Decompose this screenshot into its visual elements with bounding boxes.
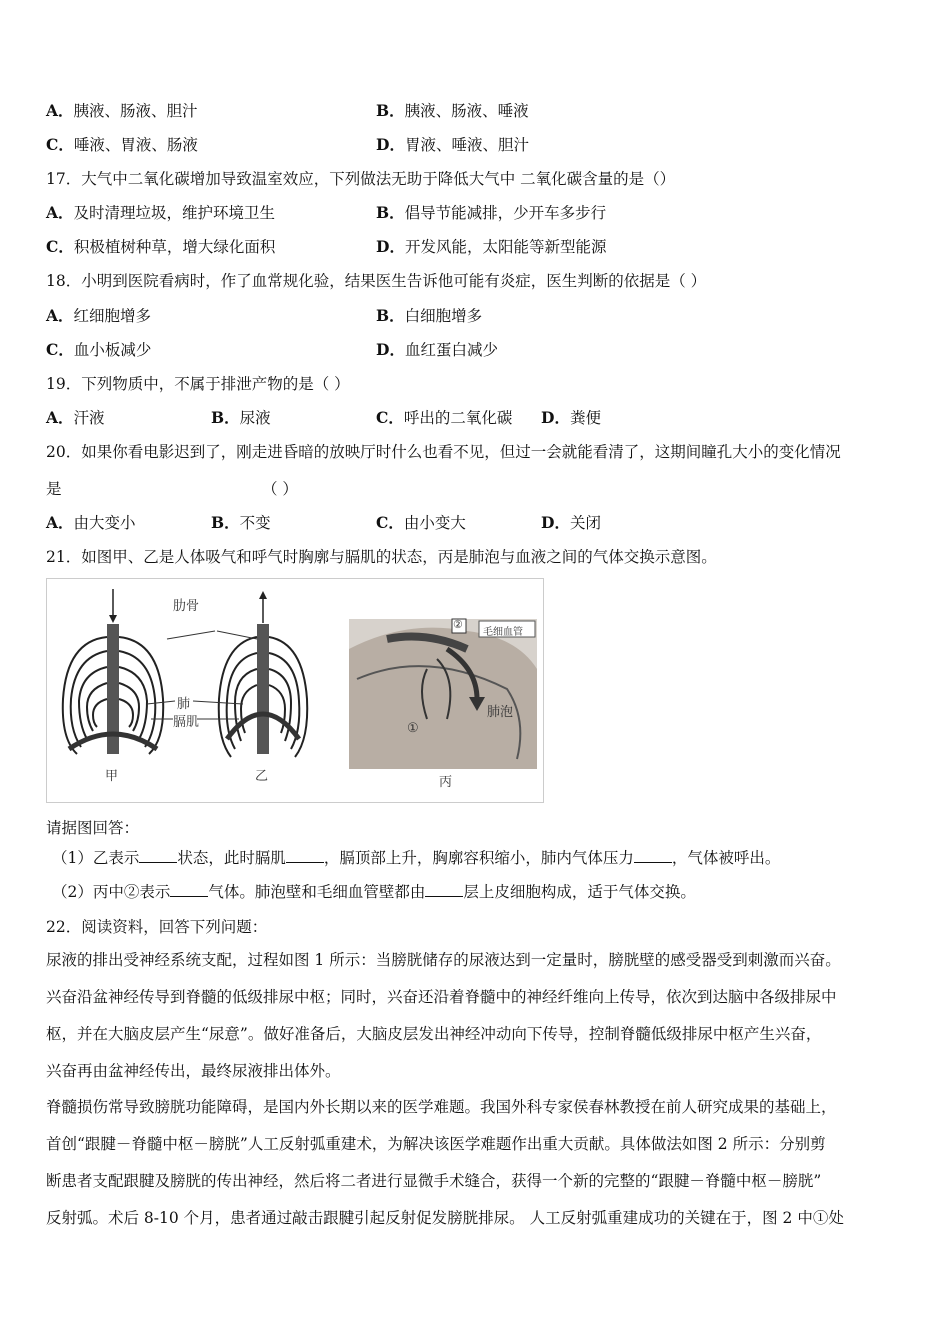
breathing-diagram bbox=[47, 579, 543, 802]
option-letter: C． bbox=[376, 408, 404, 427]
option-letter: A． bbox=[46, 513, 74, 532]
option-text: 关闭 bbox=[569, 514, 601, 532]
q21-sub2 bbox=[52, 882, 696, 902]
option-text: 胃液、唾液、胆汁 bbox=[404, 136, 529, 154]
option-letter: B． bbox=[376, 306, 405, 325]
option-text: 由小变大 bbox=[403, 514, 466, 532]
q18-option-d bbox=[376, 340, 498, 360]
q20-option-a bbox=[46, 513, 136, 533]
option-text: 白细胞增多 bbox=[404, 307, 483, 325]
q17-option-a bbox=[46, 203, 275, 223]
option-letter: A． bbox=[46, 306, 74, 325]
option-letter: D． bbox=[376, 237, 405, 256]
option-letter: C． bbox=[376, 513, 404, 532]
q22-p2-line: 首创“跟腱－脊髓中枢－膀胱”人工反射弧重建术，为解决该医学难题作出重大贡献。具体做法如图 2 所示：分别剪 bbox=[46, 1135, 826, 1153]
q19-option-c bbox=[376, 408, 512, 428]
q22-p2-line: 断患者支配跟腱及膀胱的传出神经，然后将二者进行显微手术缝合，获得一个新的完整的“跟腱－脊髓中枢－膀胱” bbox=[46, 1172, 822, 1190]
option-letter: A． bbox=[46, 101, 74, 120]
q19-stem: 19．下列物质中，不属于排泄产物的是（ ） bbox=[46, 375, 350, 393]
q18-stem: 18．小明到医院看病时，作了血常规化验，结果医生告诉他可能有炎症，医生判断的依据是（ ） bbox=[46, 272, 707, 290]
option-letter: A． bbox=[46, 408, 74, 427]
q17-option-b bbox=[376, 203, 606, 223]
q16-option-b bbox=[376, 101, 529, 121]
answer-blank[interactable] bbox=[170, 882, 208, 897]
q21-sub1 bbox=[52, 848, 780, 868]
q21-sub1-part: ，气体被呼出。 bbox=[671, 849, 781, 867]
option-text: 血小板减少 bbox=[73, 341, 152, 359]
option-text: 呼出的二氧化碳 bbox=[403, 409, 513, 427]
q20-stem: 20．如果你看电影迟到了，刚走进昏暗的放映厅时什么也看不见，但过一会就能看清了，这期间瞳孔大小的变化情况 bbox=[46, 443, 841, 461]
q18-option-a bbox=[46, 306, 151, 326]
option-text: 红细胞增多 bbox=[73, 307, 152, 325]
q20-option-d bbox=[541, 513, 601, 533]
label-capillary: 毛细血管 bbox=[483, 627, 523, 638]
q22-p1-line: 尿液的排出受神经系统支配，过程如图 1 所示：当膀胱储存的尿液达到一定量时，膀胱壁的感受器受到刺激而兴奋。 bbox=[46, 951, 841, 969]
q22-p1-line: 兴奋再由盆神经传出，最终尿液排出体外。 bbox=[46, 1062, 341, 1080]
q21-sub1-part: （1）乙表示 bbox=[52, 849, 140, 867]
q22-p1-line: 枢，并在大脑皮层产生“尿意”。做好准备后，大脑皮层发出神经冲动向下传导，控制脊髓低级排尿中枢产生兴奋， bbox=[46, 1025, 822, 1043]
label-lung: 肺 bbox=[177, 697, 191, 712]
option-text: 不变 bbox=[239, 514, 271, 532]
option-text: 倡导节能减排，少开车多步行 bbox=[404, 204, 607, 222]
answer-blank[interactable] bbox=[286, 848, 324, 863]
label-bing: 丙 bbox=[439, 775, 453, 790]
breathing-figure bbox=[46, 578, 544, 803]
option-letter: B． bbox=[211, 513, 240, 532]
option-letter: B． bbox=[376, 203, 405, 222]
option-letter: B． bbox=[376, 101, 405, 120]
option-text: 唾液、胃液、肠液 bbox=[73, 136, 198, 154]
label-diaphragm: 膈肌 bbox=[173, 715, 200, 730]
option-text: 及时清理垃圾，维护环境卫生 bbox=[73, 204, 276, 222]
q18-option-b bbox=[376, 306, 482, 326]
q18-option-c bbox=[46, 340, 151, 360]
q20-option-c bbox=[376, 513, 466, 533]
q21-sub1-part: ，膈顶部上升，胸廓容积缩小，肺内气体压力 bbox=[323, 849, 634, 867]
label-rib: 肋骨 bbox=[173, 599, 200, 614]
q21-stem: 21．如图甲、乙是人体吸气和呼气时胸廓与膈肌的状态，丙是肺泡与血液之间的气体交换示意图。 bbox=[46, 548, 717, 566]
option-text: 积极植树种草，增大绿化面积 bbox=[73, 238, 276, 256]
option-text: 胰液、肠液、唾液 bbox=[404, 102, 529, 120]
option-text: 尿液 bbox=[239, 409, 271, 427]
option-text: 胰液、肠液、胆汁 bbox=[73, 102, 198, 120]
option-letter: C． bbox=[46, 135, 74, 154]
q20-stem-cont bbox=[46, 479, 298, 499]
q17-stem: 17．大气中二氧化碳增加导致温室效应，下列做法无助于降低大气中 二氧化碳含量的是（） bbox=[46, 170, 676, 188]
option-letter: B． bbox=[211, 408, 240, 427]
q19-option-b bbox=[211, 408, 271, 428]
q22-stem: 22．阅读资料，回答下列问题： bbox=[46, 918, 268, 936]
q16-option-c bbox=[46, 135, 198, 155]
option-text: 开发风能，太阳能等新型能源 bbox=[404, 238, 607, 256]
q22-p2-line: 反射弧。术后 8-10 个月，患者通过敲击跟腱引起反射促发膀胱排尿。 人工反射弧重建成功的关键在于，图 2 中①处 bbox=[46, 1209, 844, 1227]
q21-sub1-part: 状态，此时膈肌 bbox=[177, 849, 286, 867]
label-alveolus: 肺泡 bbox=[487, 705, 514, 720]
q21-sub2-part: （2）丙中②表示 bbox=[52, 883, 171, 901]
q22-p1-line: 兴奋沿盆神经传导到脊髓的低级排尿中枢；同时，兴奋还沿着脊髓中的神经纤维向上传导，依次到达脑中各级排尿中 bbox=[46, 988, 837, 1006]
q19-option-d bbox=[541, 408, 601, 428]
q20-option-b bbox=[211, 513, 271, 533]
label-yi: 乙 bbox=[255, 769, 269, 784]
option-letter: C． bbox=[46, 237, 74, 256]
option-letter: D． bbox=[376, 135, 405, 154]
label-mark-2: ② bbox=[453, 618, 463, 631]
option-text: 由大变小 bbox=[73, 514, 136, 532]
q21-sub2-part: 气体。肺泡壁和毛细血管壁都由 bbox=[208, 883, 426, 901]
option-text: 血红蛋白减少 bbox=[404, 341, 498, 359]
ribcage-yi bbox=[219, 591, 308, 757]
option-letter: D． bbox=[541, 408, 570, 427]
option-text: 汗液 bbox=[73, 409, 105, 427]
alveolus-diagram bbox=[349, 619, 537, 769]
label-jia: 甲 bbox=[105, 769, 119, 784]
q22-p2-line: 脊髓损伤常导致膀胱功能障碍，是国内外长期以来的医学难题。我国外科专家侯春林教授在前人研究成果的基础上， bbox=[46, 1098, 837, 1116]
q16-option-a bbox=[46, 101, 198, 121]
q16-option-d bbox=[376, 135, 529, 155]
answer-blank[interactable] bbox=[425, 882, 463, 897]
answer-blank[interactable] bbox=[139, 848, 177, 863]
option-text: 粪便 bbox=[569, 409, 601, 427]
option-letter: A． bbox=[46, 203, 74, 222]
q20-answer-paren: （ ） bbox=[262, 480, 298, 498]
option-letter: D． bbox=[541, 513, 570, 532]
q20-stem-tail: 是 bbox=[46, 480, 62, 498]
option-letter: D． bbox=[376, 340, 405, 359]
q21-sub2-part: 层上皮细胞构成，适于气体交换。 bbox=[463, 883, 696, 901]
answer-blank[interactable] bbox=[634, 848, 672, 863]
ribcage-jia bbox=[63, 589, 163, 754]
option-letter: C． bbox=[46, 340, 74, 359]
q17-option-d bbox=[376, 237, 606, 257]
label-mark-1: ① bbox=[407, 721, 419, 736]
q17-option-c bbox=[46, 237, 275, 257]
q21-prompt: 请据图回答： bbox=[46, 819, 140, 837]
q19-option-a bbox=[46, 408, 105, 428]
